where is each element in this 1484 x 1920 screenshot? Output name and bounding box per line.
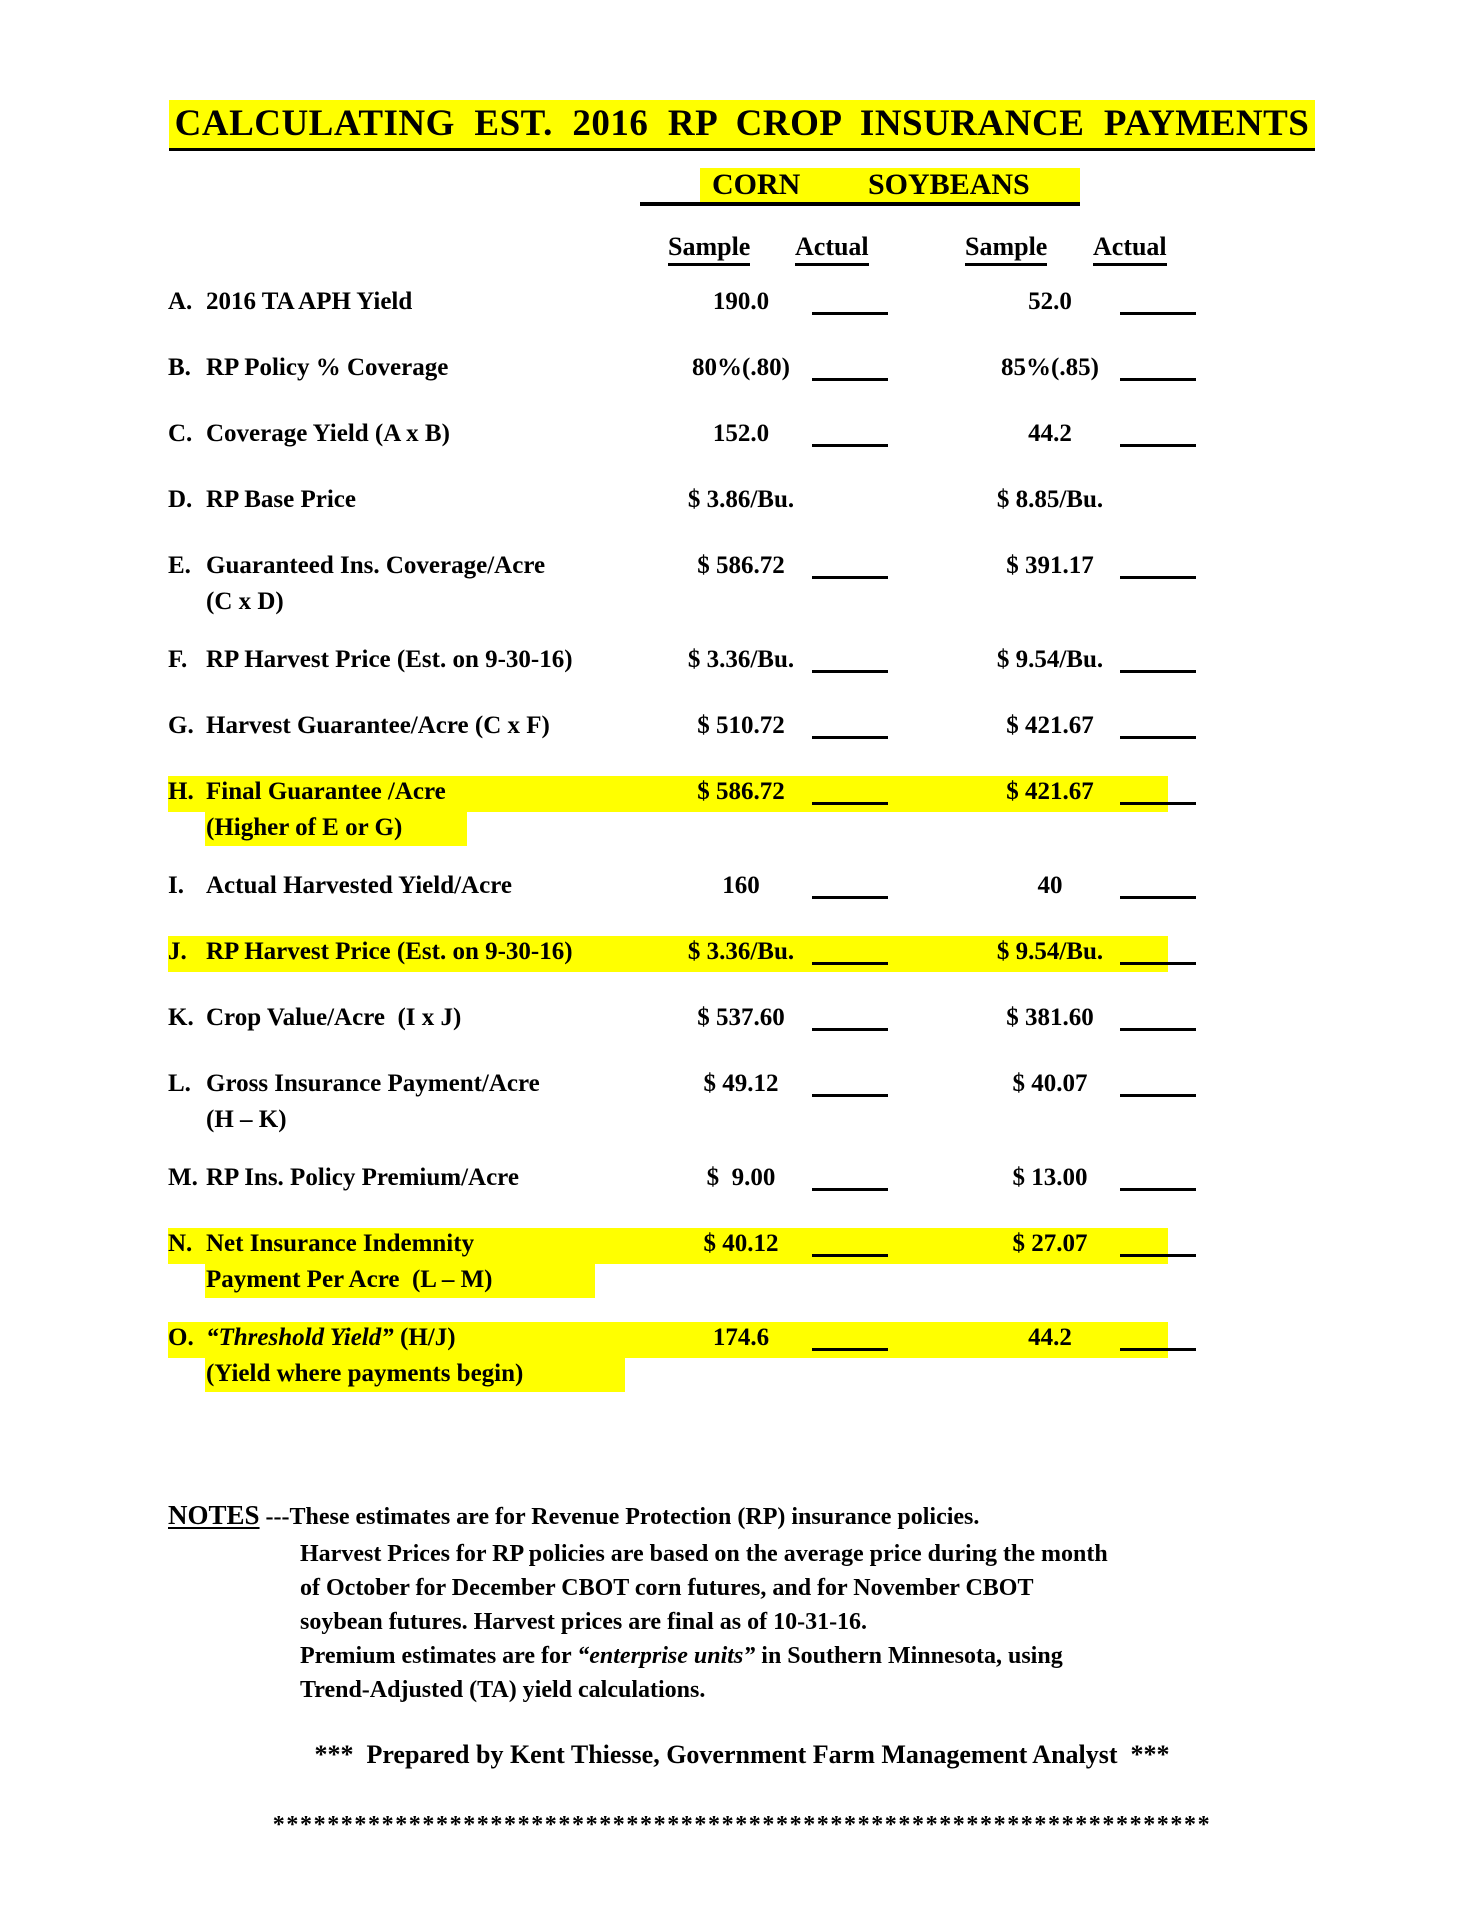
row-letter: L. <box>168 1070 191 1097</box>
row-letter: C. <box>168 420 193 447</box>
row-label-text: Net Insurance Indemnity <box>206 1230 475 1257</box>
row-label <box>168 774 446 810</box>
row-label-italic: “Threshold Yield” <box>206 1324 394 1351</box>
soybeans-actual-blank-field[interactable] <box>1120 1028 1196 1031</box>
crop-header-group <box>640 168 1080 206</box>
corn-sample-value: $ 3.36/Bu. <box>687 938 795 965</box>
notes-line-5-post: in Southern Minnesota, using <box>755 1643 1063 1669</box>
table-row <box>0 482 1484 548</box>
table-row <box>0 1160 1484 1226</box>
soybeans-sample-value: $ 381.60 <box>1006 1004 1094 1031</box>
row-label <box>168 934 573 970</box>
row-sublabel: (H – K) <box>206 1106 287 1133</box>
row-sublabel: (C x D) <box>206 588 284 615</box>
table-row <box>0 774 1484 868</box>
soybeans-actual-blank-field[interactable] <box>1120 378 1196 381</box>
row-label <box>168 642 573 678</box>
corn-sample-value: 190.0 <box>712 288 770 315</box>
row-letter: A. <box>168 288 193 315</box>
table-row <box>0 868 1484 934</box>
row-label-text: RP Policy % Coverage <box>206 354 449 381</box>
soybeans-actual-blank-field[interactable] <box>1120 670 1196 673</box>
row-label <box>168 482 356 518</box>
row-letter: E. <box>168 552 191 579</box>
row-letter: O. <box>168 1324 194 1351</box>
row-letter: D. <box>168 486 193 513</box>
row-label-text: Actual Harvested Yield/Acre <box>206 872 512 899</box>
row-label-text: Coverage Yield (A x B) <box>206 420 450 447</box>
soybeans-sample-value: $ 421.67 <box>1006 778 1094 805</box>
soybeans-actual-blank-field[interactable] <box>1120 1254 1196 1257</box>
soybeans-sample-value: $ 421.67 <box>1006 712 1094 739</box>
corn-sample-value: $ 49.12 <box>703 1070 779 1097</box>
row-label-text: Harvest Guarantee/Acre (C x F) <box>206 712 550 739</box>
soybeans-actual-blank-field[interactable] <box>1120 312 1196 315</box>
corn-actual-blank-field[interactable] <box>812 444 888 447</box>
row-letter: M. <box>168 1164 198 1191</box>
corn-sample-value: $ 510.72 <box>697 712 785 739</box>
row-label <box>168 416 450 452</box>
soybeans-sample-value: $ 9.54/Bu. <box>996 938 1104 965</box>
row-label <box>168 1000 461 1036</box>
row-letter: N. <box>168 1230 193 1257</box>
notes-section <box>168 1498 1328 1707</box>
soybeans-sample-value: 44.2 <box>1028 420 1072 447</box>
row-letter: B. <box>168 354 191 381</box>
row-label-text: Guaranteed Ins. Coverage/Acre <box>206 552 546 579</box>
row-label-text: RP Base Price <box>206 486 356 513</box>
soybeans-sample-value: 44.2 <box>1028 1324 1072 1351</box>
table-row <box>0 1066 1484 1160</box>
row-label <box>168 1226 474 1262</box>
corn-sample-value: 152.0 <box>712 420 770 447</box>
corn-sample-value: $ 9.00 <box>706 1164 776 1191</box>
table-row <box>0 416 1484 482</box>
row-label <box>168 1160 519 1196</box>
row-label <box>168 350 448 386</box>
corn-sample-value: $ 537.60 <box>697 1004 785 1031</box>
column-header-corn-sample: Sample <box>668 232 750 266</box>
corn-actual-blank-field[interactable] <box>812 736 888 739</box>
notes-heading: NOTES <box>168 1500 260 1530</box>
row-label-text: RP Harvest Price (Est. on 9-30-16) <box>206 938 573 965</box>
soybeans-actual-blank-field[interactable] <box>1120 802 1196 805</box>
row-label <box>168 284 412 320</box>
row-label <box>168 548 545 584</box>
row-label <box>168 1320 456 1356</box>
table-row <box>0 1320 1484 1414</box>
soybeans-sample-value: $ 40.07 <box>1012 1070 1088 1097</box>
row-label <box>168 708 550 744</box>
corn-actual-blank-field[interactable] <box>812 1094 888 1097</box>
column-header-soy-sample: Sample <box>965 232 1047 266</box>
soybeans-actual-blank-field[interactable] <box>1120 1188 1196 1191</box>
corn-sample-value: $ 3.36/Bu. <box>687 646 795 673</box>
row-label-text: RP Harvest Price (Est. on 9-30-16) <box>206 646 573 673</box>
table-row <box>0 642 1484 708</box>
soybeans-actual-blank-field[interactable] <box>1120 576 1196 579</box>
corn-sample-value: $ 40.12 <box>703 1230 779 1257</box>
corn-actual-blank-field[interactable] <box>812 1028 888 1031</box>
row-label-text: Final Guarantee /Acre <box>206 778 446 805</box>
notes-line-4: soybean futures. Harvest prices are final as of 10-31-16. <box>300 1609 868 1635</box>
row-label <box>168 868 512 904</box>
corn-sample-value: $ 586.72 <box>697 552 785 579</box>
table-row <box>0 548 1484 642</box>
corn-actual-blank-field[interactable] <box>812 1254 888 1257</box>
notes-line-5-italic: “enterprise units” <box>577 1643 756 1669</box>
row-letter: K. <box>168 1004 194 1031</box>
corn-sample-value: $ 586.72 <box>697 778 785 805</box>
corn-actual-blank-field[interactable] <box>812 378 888 381</box>
corn-sample-value: 80%(.80) <box>692 354 790 381</box>
corn-actual-blank-field[interactable] <box>812 670 888 673</box>
notes-line-1: ---These estimates are for Revenue Protection (RP) insurance policies. <box>259 1504 980 1530</box>
soybeans-actual-blank-field[interactable] <box>1120 736 1196 739</box>
row-letter: G. <box>168 712 194 739</box>
corn-actual-blank-field[interactable] <box>812 962 888 965</box>
corn-actual-blank-field[interactable] <box>812 576 888 579</box>
corn-actual-blank-field[interactable] <box>812 312 888 315</box>
row-label-text: RP Ins. Policy Premium/Acre <box>206 1164 519 1191</box>
row-label-text: Gross Insurance Payment/Acre <box>206 1070 540 1097</box>
corn-actual-blank-field[interactable] <box>812 1188 888 1191</box>
row-label-text: Crop Value/Acre (I x J) <box>206 1004 462 1031</box>
column-header-soy-actual: Actual <box>1093 232 1167 266</box>
soybeans-actual-blank-field[interactable] <box>1120 962 1196 965</box>
soybeans-actual-blank-field[interactable] <box>1120 1348 1196 1351</box>
crop-header-soybeans: SOYBEANS <box>868 168 1030 201</box>
crop-header-corn: CORN <box>712 168 801 201</box>
soybeans-sample-value: $ 391.17 <box>1006 552 1094 579</box>
prepared-by-credit: *** Prepared by Kent Thiesse, Government Farm Management Analyst *** <box>314 1740 1170 1769</box>
row-sublabel: Payment Per Acre (L – M) <box>206 1266 493 1293</box>
star-divider: ********************************************************************* <box>272 1812 1212 1838</box>
soybeans-actual-blank-field[interactable] <box>1120 444 1196 447</box>
corn-actual-blank-field[interactable] <box>812 802 888 805</box>
soybeans-sample-value: $ 8.85/Bu. <box>996 486 1104 513</box>
soybeans-sample-value: $ 27.07 <box>1012 1230 1088 1257</box>
corn-sample-value: 160 <box>722 872 760 899</box>
corn-actual-blank-field[interactable] <box>812 1348 888 1351</box>
calculation-rows <box>0 284 1484 1414</box>
row-letter: F. <box>168 646 188 673</box>
notes-first-line <box>168 1498 1328 1537</box>
column-header-corn-actual: Actual <box>795 232 869 266</box>
row-letter: H. <box>168 778 194 805</box>
row-label-text: 2016 TA APH Yield <box>206 288 413 315</box>
table-row <box>0 1226 1484 1320</box>
notes-line-6: Trend-Adjusted (TA) yield calculations. <box>300 1677 706 1703</box>
soybeans-sample-value: 85%(.85) <box>1001 354 1099 381</box>
row-sublabel: (Yield where payments begin) <box>206 1360 524 1387</box>
notes-line-5-pre: Premium estimates are for <box>300 1643 578 1669</box>
soybeans-sample-value: $ 9.54/Bu. <box>996 646 1104 673</box>
table-row <box>0 284 1484 350</box>
soybeans-actual-blank-field[interactable] <box>1120 1094 1196 1097</box>
table-row <box>0 934 1484 1000</box>
table-row <box>0 350 1484 416</box>
corn-actual-blank-field[interactable] <box>812 896 888 899</box>
soybeans-sample-value: $ 13.00 <box>1012 1164 1088 1191</box>
table-row <box>0 708 1484 774</box>
row-label-text: (H/J) <box>393 1324 456 1351</box>
row-sublabel: (Higher of E or G) <box>206 814 403 841</box>
row-label <box>168 1066 540 1102</box>
table-row <box>0 1000 1484 1066</box>
corn-sample-value: 174.6 <box>712 1324 770 1351</box>
soybeans-sample-value: 52.0 <box>1028 288 1072 315</box>
soybeans-sample-value: 40 <box>1037 872 1063 899</box>
page-title: CALCULATING EST. 2016 RP CROP INSURANCE PAYMENTS <box>169 100 1316 151</box>
row-letter: J. <box>168 938 187 965</box>
notes-line-5 <box>300 1639 1328 1673</box>
row-letter: I. <box>168 872 184 899</box>
corn-sample-value: $ 3.86/Bu. <box>687 486 795 513</box>
page-title-container <box>0 100 1484 151</box>
notes-line-2: Harvest Prices for RP policies are based on the average price during the month <box>300 1541 1108 1567</box>
soybeans-actual-blank-field[interactable] <box>1120 896 1196 899</box>
notes-line-3: of October for December CBOT corn futures, and for November CBOT <box>300 1575 1034 1601</box>
